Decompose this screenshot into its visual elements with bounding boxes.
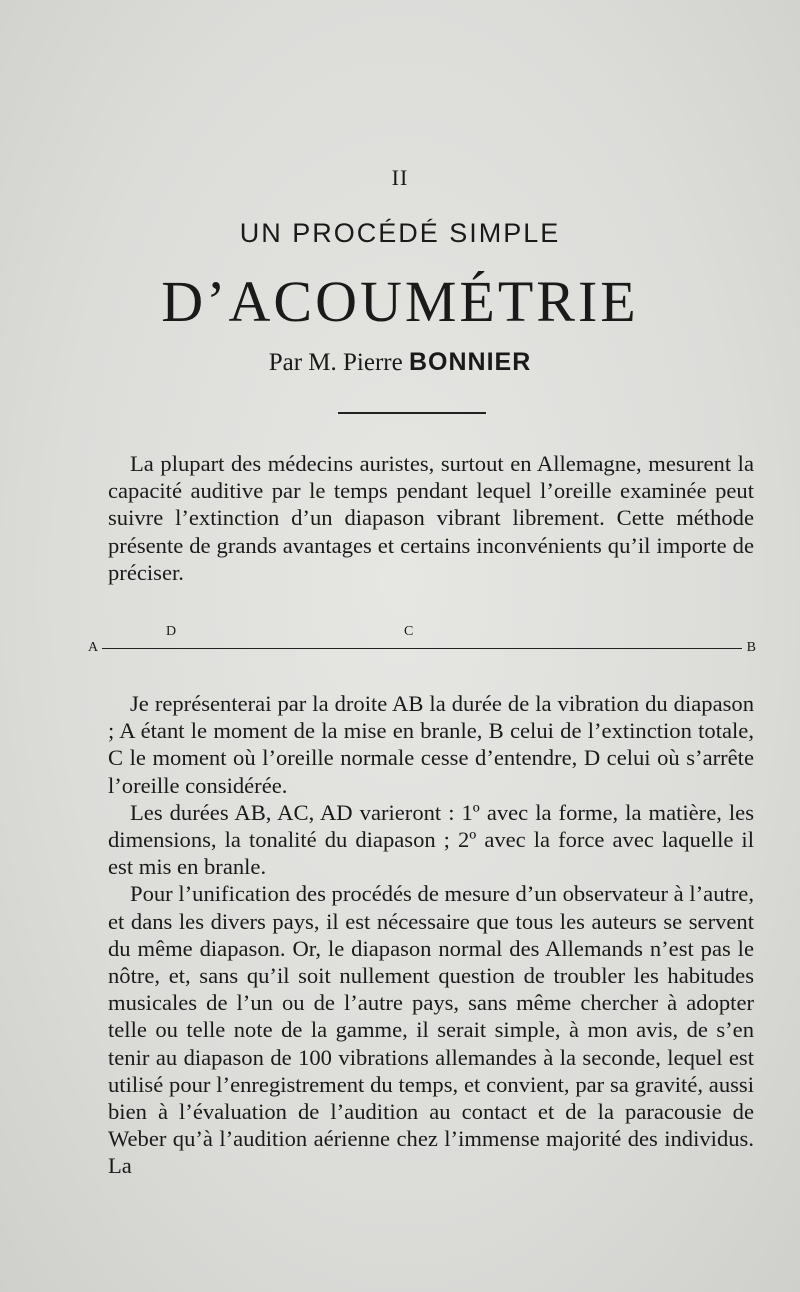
diagram-line-ab: [102, 648, 742, 649]
body-paragraph-2: Les durées AB, AC, AD varieront : 1º avec la forme, la matière, les dimensions, la tonalité du diapason ; 2º avec la force avec laquelle il est mis en branle.: [108, 799, 754, 880]
diagram-label-d: D: [166, 624, 177, 639]
diagram-label-b: B: [746, 640, 756, 655]
byline: [0, 348, 800, 377]
body-paragraph-3: Pour l’unification des procédés de mesure d’un observateur à l’autre, et dans les divers pays, il est nécessaire que tous les auteurs se servent du même diapason. Or, le diapason normal des Allemands n’est pas le nôtre, et, sans qu’il soit nullement question de troubler les habitudes musicales de l’un ou de l’autre pays, sans même chercher à adopter telle ou telle note de la gamme, il serait simple, à mon avis, de s’en tenir au diapason de 100 vibrations allemandes à la seconde, lequel est utilisé pour l’enregistrement du temps, et convient, par sa gravité, aussi bien à l’évaluation de l’audition au contact et de la paracousie de Weber qu’à l’audition aérienne chez l’immense majorité des individus. La: [108, 881, 754, 1179]
byline-prefix: Par M. Pierre: [268, 349, 403, 376]
body-text: [108, 690, 754, 1180]
diagram-label-c: C: [404, 624, 414, 639]
chapter-subtitle: UN PROCÉDÉ SIMPLE: [239, 218, 561, 248]
duration-diagram: [88, 618, 756, 658]
author-name: BONNIER: [408, 348, 532, 376]
chapter-number: II: [391, 165, 409, 190]
intro-text: [108, 450, 754, 586]
chapter-title: D’ACOUMÉTRIE: [161, 269, 639, 334]
intro-paragraph: La plupart des médecins auristes, surtout en Allemagne, mesurent la capacité auditive par le temps pendant lequel l’oreille examinée peut suivre l’extinction d’un diapason vibrant librement. Cette méthode présente de grands avantages et certains inconvénients qu’il importe de préciser.: [108, 451, 754, 585]
body-paragraph-1: Je représenterai par la droite AB la durée de la vibration du diapason ; A étant le moment de la mise en branle, B celui de l’extinction totale, C le moment où l’oreille normale cesse d’entendre, D celui où s’arrête l’oreille considérée.: [108, 691, 754, 798]
diagram-label-a: A: [88, 640, 99, 655]
title-rule: [338, 412, 486, 414]
